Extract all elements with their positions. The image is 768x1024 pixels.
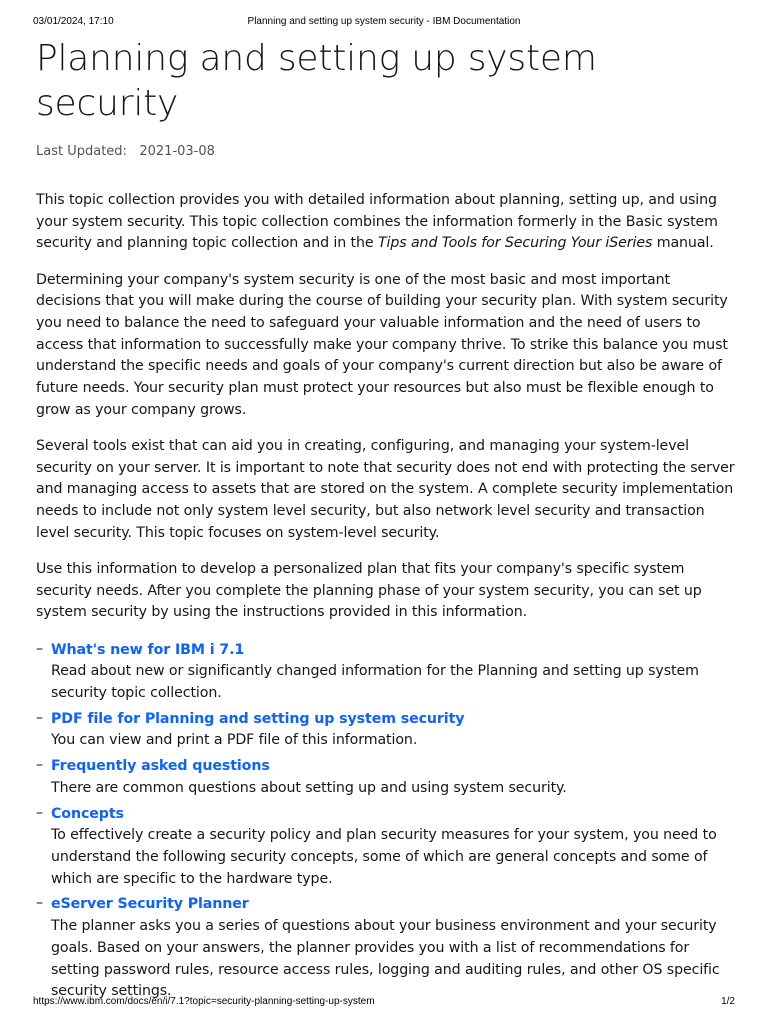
paragraph-tools: Several tools exist that can aid you in creating, configuring, and managing your system-level security on your server. It is important to note that security does not end with protecting the server and managing access to assets that are stored on the system. A complete security implementation needs to include not only system level security, but also network level security and transaction level security. This topic focuses on system-level security. [36, 438, 735, 541]
list-item [36, 639, 736, 705]
page-title: Planning and setting up system security [36, 38, 597, 124]
print-date: 03/01/2024, 17:10 [33, 16, 114, 27]
manual-title: Tips and Tools for Securing Your iSeries [377, 235, 653, 252]
list-item [36, 755, 736, 799]
article [36, 36, 736, 1006]
print-header [33, 16, 735, 30]
link-whats-new[interactable]: What's new for IBM i 7.1 [51, 641, 245, 658]
link-description: To effectively create a security policy and plan security measures for your system, you need to understand the following security concepts, some of which are general concepts and some of which are specific to the hardware type. [51, 827, 717, 887]
list-dash: – [36, 709, 44, 726]
link-faq[interactable]: Frequently asked questions [51, 758, 270, 775]
page-number: 1/2 [721, 996, 735, 1007]
subtopic-list [36, 639, 736, 1003]
paragraph-intro-text: This topic collection provides you with detailed information about planning, setting up, and using your system security. This topic collection combines the information formerly in the Basic system security and planning topic collection and in the [36, 192, 718, 252]
list-dash: – [36, 895, 44, 912]
link-security-planner[interactable]: eServer Security Planner [51, 896, 249, 913]
print-url: https://www.ibm.com/docs/en/i/7.1?topic=security-planning-setting-up-system [33, 996, 375, 1007]
paragraph-intro-end: manual. [652, 235, 714, 252]
list-dash: – [36, 804, 44, 821]
paragraph-determining: Determining your company's system security is one of the most basic and most important decisions that you will make during the course of building your security plan. With system security you need to balance the need to safeguard your valuable information and the need of users to access that information to successfully make your company thrive. To strike this balance you must understand the specific needs and goals of your company's current direction but also be aware of future needs. Your security plan must protect your resources but also must be flexible enough to grow as your company grows. [36, 271, 728, 418]
list-item [36, 708, 736, 752]
link-description: Read about new or significantly changed information for the Planning and setting up system security topic collection. [51, 663, 699, 702]
list-dash: – [36, 640, 44, 657]
paragraph-use: Use this information to develop a personalized plan that fits your company's specific system security needs. After you complete the planning phase of your system security, you can set up system security by using the instructions provided in this information. [36, 561, 702, 621]
link-description: You can view and print a PDF file of this information. [51, 732, 418, 749]
list-dash: – [36, 757, 44, 774]
last-updated-label: Last Updated: [36, 144, 127, 159]
article-body [36, 190, 736, 1003]
last-updated [36, 143, 736, 161]
list-item [36, 893, 736, 1003]
print-doc-title: Planning and setting up system security - IBM Documentation [247, 16, 521, 27]
print-footer [33, 996, 735, 1010]
link-concepts[interactable]: Concepts [51, 805, 124, 822]
paragraph-intro [36, 190, 736, 255]
last-updated-value: 2021-03-08 [139, 144, 215, 159]
link-pdf-file[interactable]: PDF file for Planning and setting up system security [51, 710, 465, 727]
list-item [36, 803, 736, 891]
link-description: There are common questions about setting up and using system security. [51, 779, 567, 796]
link-description: The planner asks you a series of questions about your business environment and your security goals. Based on your answers, the planner provides you with a list of recommendations for setting password rules, resource access rules, logging and auditing rules, and other OS specific security settings. [51, 918, 720, 1000]
